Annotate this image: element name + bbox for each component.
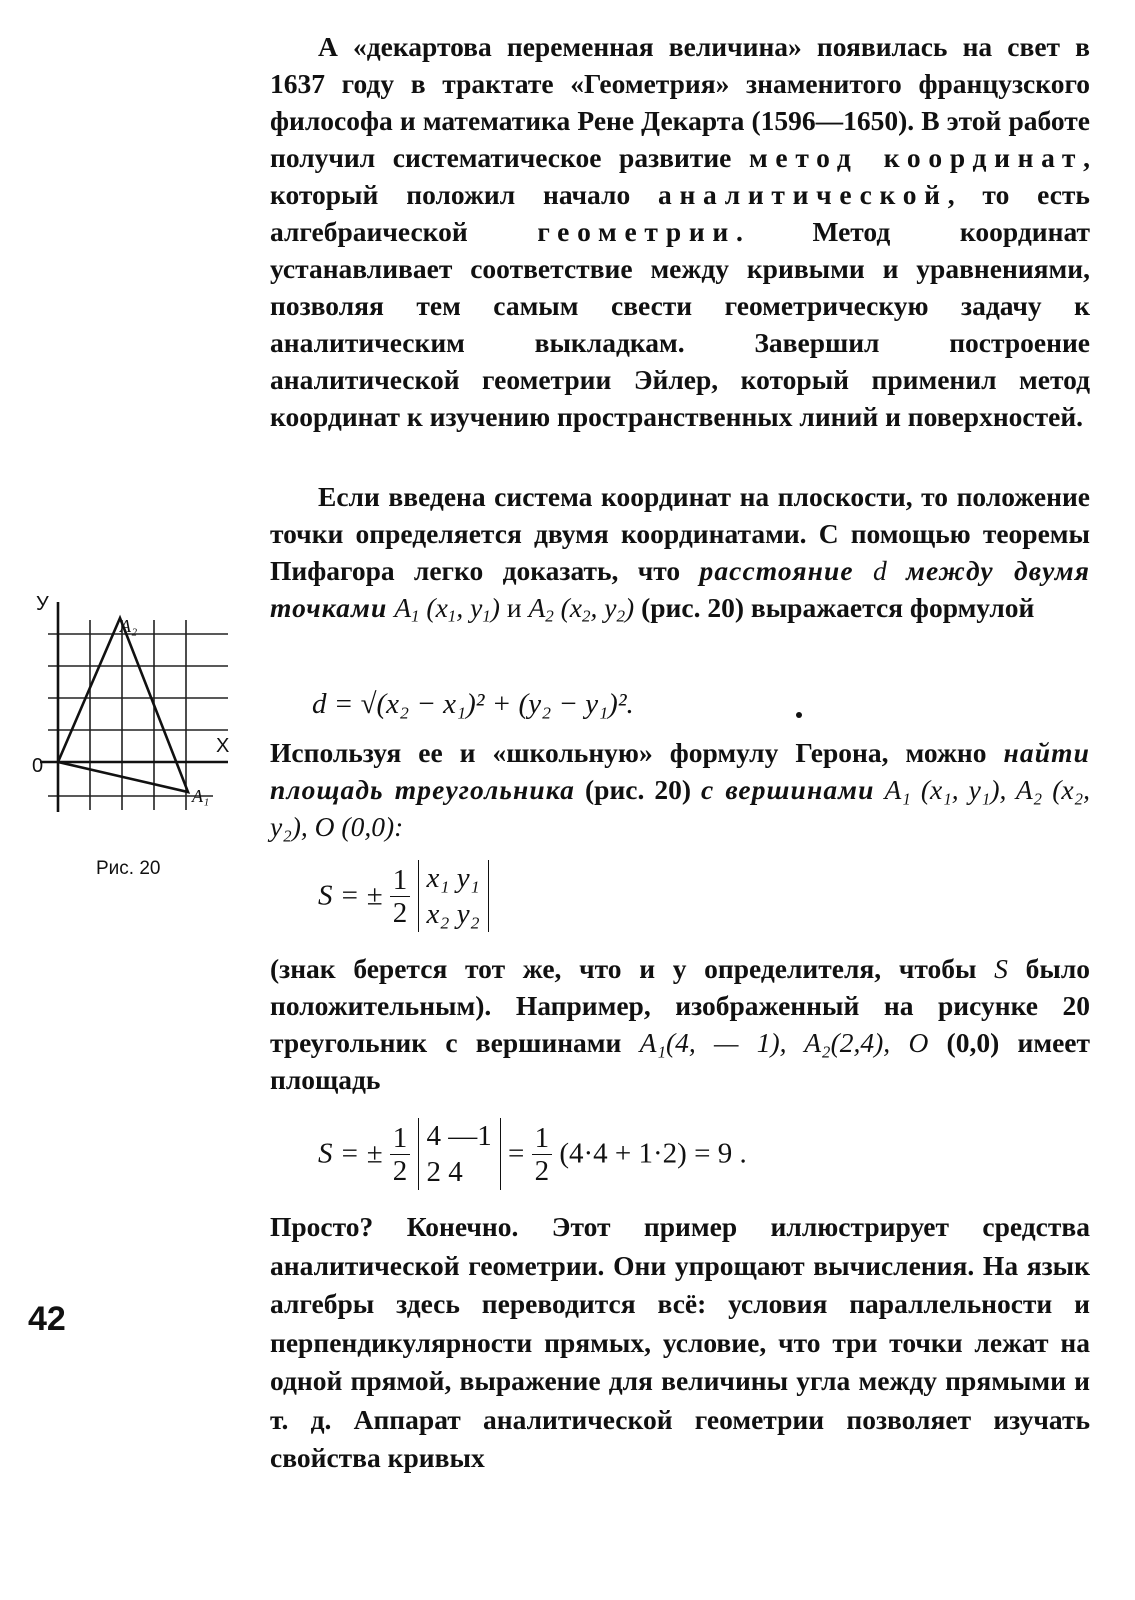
text-run: (знак берется тот же, что и у определителя, чтобы <box>270 953 995 984</box>
formula-result: (4·4 + 1·2) = 9 . <box>559 1137 747 1170</box>
text-run: . Метод координат устанавливает соответствие между кривыми и уравнениями, позволяя тем самым свести геометрическую задачу к аналитическим выкладкам. Завершил построение аналитической геометрии Эйлер, который применил метод координат к изучению пространственных линий и поверхностей. <box>270 216 1090 432</box>
text-run: Просто? Конечно. Этот пример иллюстрирует средства аналитической геометрии. Они упрощают вычисления. На язык алгебры здесь переводится всё: условия параллельности и перпендикулярности прямых, условие, что три точки лежат на одной прямой, выражение для величины угла между прямыми и т. д. Аппарат аналитической геометрии позволяет изучать свойства кривых <box>270 1211 1090 1473</box>
triangle <box>58 618 188 792</box>
paragraph-example <box>270 950 1090 1098</box>
text-run: Используя ее и «школьную» формулу Герона, можно <box>270 737 1004 768</box>
math-a1: $A_1$ ($x_1$, $y_1$) <box>394 592 500 626</box>
vertices-list: A₁ (x₁, y₁), A₂ (x₂, y₂), O (0,0): <box>270 774 1090 842</box>
text-run: А «декартова переменная величина» появилась на свет в 1637 году в трактате «Геометрия» знаменитого французского философа и математика Рене Декарта (1596—1650). В этой работе получил систематическое развитие <box>270 31 1090 173</box>
text-run: (0,0) имеет площадь <box>270 1027 1090 1095</box>
x-axis-label: Х <box>216 735 230 757</box>
figure-20-triangle <box>28 590 238 830</box>
paragraph-conclusion <box>270 1208 1090 1478</box>
y-axis-label: У <box>36 593 49 615</box>
area-determinant-formula <box>318 860 489 932</box>
text-run: Если введена система координат на плоскости, то положение точки определяется двумя координатами. С помощью теоремы Пифагора легко доказать, что <box>270 481 1090 586</box>
formula-text: d = √(x₂ − x₁)² + (y₂ − y₁)². <box>312 688 634 720</box>
formula-lhs: S = ± <box>318 1137 383 1170</box>
math-s: S <box>994 953 1008 984</box>
italic-term-vertices: с вершинами <box>700 774 875 805</box>
paragraph-heron <box>270 734 1090 845</box>
spaced-term-method: метод координат <box>748 142 1084 173</box>
area-example-formula <box>318 1118 747 1190</box>
italic-term-distance: расстояние <box>699 555 854 586</box>
determinant: x₁ y₁ x₂ y₂ <box>418 860 489 932</box>
vertex-a1-label: A₁ <box>192 786 210 806</box>
fraction-half: $\frac{1}{2}$ <box>390 864 411 929</box>
text-run: , то есть алгебраической <box>270 179 1090 247</box>
paragraph-descartes <box>270 28 1090 435</box>
formula-lhs: S = ± <box>318 879 383 912</box>
equals-sign: = <box>508 1137 525 1170</box>
spaced-term-geometry: геометрии <box>537 216 736 247</box>
text-run: (рис. 20) <box>575 774 701 805</box>
math-o: O <box>908 1027 929 1058</box>
math-d: d <box>873 555 887 586</box>
vertex-a2-label: A₂ <box>120 616 138 636</box>
origin-label: 0 <box>32 755 44 777</box>
stray-dot <box>796 712 802 718</box>
example-vertices: A₁(4, — 1), A₂(2,4), <box>639 1027 891 1058</box>
italic-term-between-points: между двумя точками <box>270 555 1091 623</box>
italic-term-area: найти площадь треугольника <box>270 737 1090 805</box>
paragraph-distance <box>270 478 1090 626</box>
determinant: 4 —1 2 4 <box>418 1118 501 1190</box>
text-run: , который положил начало <box>270 142 1090 210</box>
distance-formula <box>312 688 634 721</box>
figure-caption: Рис. 20 <box>96 858 161 879</box>
fraction-half: $\frac{1}{2}$ <box>532 1122 553 1187</box>
spaced-term-analytic: аналитической <box>658 179 948 210</box>
text-run: было положительным). Например, изображенный на рисунке 20 треугольник с вершинами <box>270 953 1091 1058</box>
conj-and: и <box>506 592 522 623</box>
fraction-half: $\frac{1}{2}$ <box>390 1122 411 1187</box>
text-run: (рис. 20) выражается формулой <box>641 592 1035 623</box>
math-a2: $A_2$ ($x_2$, $y_2$) <box>528 592 635 626</box>
page-number: 42 <box>28 1300 66 1338</box>
